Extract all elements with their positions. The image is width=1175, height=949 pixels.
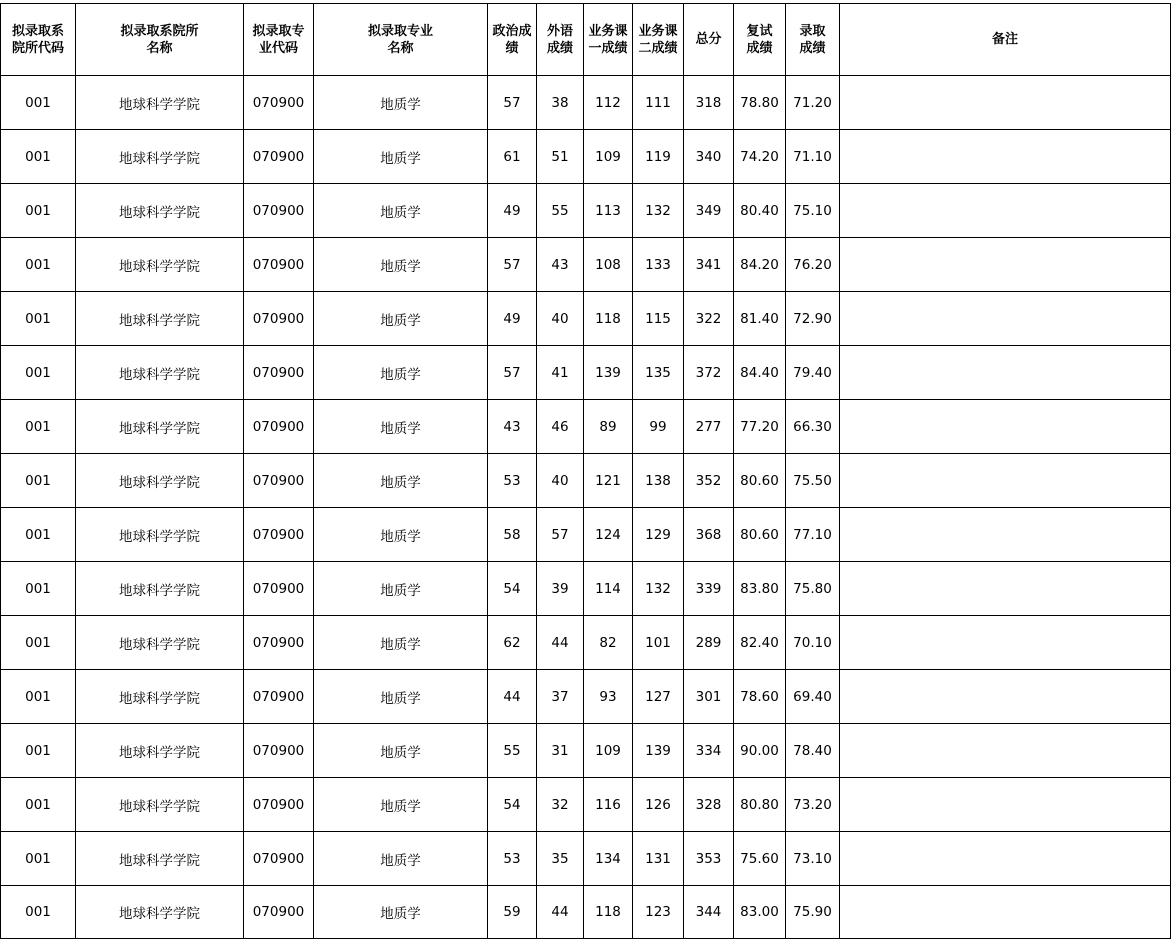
cell-remarks <box>840 832 1171 886</box>
cell-major-name: 地质学 <box>314 76 488 130</box>
cell-foreign-lang: 46 <box>537 400 584 454</box>
cell-major-name: 地质学 <box>314 292 488 346</box>
cell-remarks <box>840 886 1171 939</box>
cell-admission: 75.10 <box>786 184 840 238</box>
cell-admission: 75.80 <box>786 562 840 616</box>
cell-dept-name: 地球科学学院 <box>76 832 244 886</box>
cell-dept-name: 地球科学学院 <box>76 886 244 939</box>
column-header-label: 录取 成绩 <box>799 23 826 56</box>
cell-retest: 75.60 <box>734 832 786 886</box>
cell-dept-code: 001 <box>1 130 76 184</box>
cell-dept-code: 001 <box>1 832 76 886</box>
cell-admission: 75.50 <box>786 454 840 508</box>
cell-remarks <box>840 616 1171 670</box>
cell-remarks <box>840 292 1171 346</box>
cell-politics: 57 <box>488 76 537 130</box>
cell-retest: 77.20 <box>734 400 786 454</box>
cell-retest: 80.60 <box>734 454 786 508</box>
cell-course2: 101 <box>633 616 684 670</box>
table-row <box>1 76 1171 130</box>
cell-course1: 124 <box>584 508 633 562</box>
cell-dept-name: 地球科学学院 <box>76 616 244 670</box>
cell-major-code: 070900 <box>244 724 314 778</box>
table-row <box>1 400 1171 454</box>
table-row <box>1 238 1171 292</box>
cell-dept-code: 001 <box>1 400 76 454</box>
cell-dept-code: 001 <box>1 76 76 130</box>
cell-major-name: 地质学 <box>314 832 488 886</box>
cell-retest: 74.20 <box>734 130 786 184</box>
cell-major-code: 070900 <box>244 832 314 886</box>
cell-major-name: 地质学 <box>314 616 488 670</box>
cell-admission: 73.20 <box>786 778 840 832</box>
cell-remarks <box>840 400 1171 454</box>
cell-dept-name: 地球科学学院 <box>76 454 244 508</box>
cell-retest: 78.60 <box>734 670 786 724</box>
cell-politics: 57 <box>488 238 537 292</box>
column-header-course1 <box>584 4 633 76</box>
column-header-label: 拟录取系院所 名称 <box>120 23 199 56</box>
table-row <box>1 184 1171 238</box>
cell-total: 344 <box>684 886 734 939</box>
cell-remarks <box>840 76 1171 130</box>
cell-admission: 72.90 <box>786 292 840 346</box>
table-row <box>1 346 1171 400</box>
cell-politics: 58 <box>488 508 537 562</box>
cell-dept-name: 地球科学学院 <box>76 670 244 724</box>
cell-admission: 77.10 <box>786 508 840 562</box>
cell-major-code: 070900 <box>244 778 314 832</box>
column-header-foreign-lang <box>537 4 584 76</box>
column-header-politics <box>488 4 537 76</box>
cell-course2: 131 <box>633 832 684 886</box>
column-header-dept-name <box>76 4 244 76</box>
cell-course2: 132 <box>633 562 684 616</box>
cell-course1: 112 <box>584 76 633 130</box>
cell-major-name: 地质学 <box>314 184 488 238</box>
table-row <box>1 454 1171 508</box>
cell-dept-name: 地球科学学院 <box>76 130 244 184</box>
cell-dept-code: 001 <box>1 508 76 562</box>
cell-foreign-lang: 40 <box>537 292 584 346</box>
cell-foreign-lang: 44 <box>537 616 584 670</box>
cell-remarks <box>840 562 1171 616</box>
cell-retest: 84.40 <box>734 346 786 400</box>
column-header-label: 拟录取专业 名称 <box>367 23 433 56</box>
cell-dept-code: 001 <box>1 562 76 616</box>
column-header-course2 <box>633 4 684 76</box>
cell-foreign-lang: 35 <box>537 832 584 886</box>
cell-course1: 116 <box>584 778 633 832</box>
cell-dept-code: 001 <box>1 454 76 508</box>
cell-admission: 75.90 <box>786 886 840 939</box>
cell-course2: 129 <box>633 508 684 562</box>
cell-admission: 73.10 <box>786 832 840 886</box>
cell-retest: 78.80 <box>734 76 786 130</box>
table-row <box>1 292 1171 346</box>
cell-dept-name: 地球科学学院 <box>76 778 244 832</box>
column-header-retest <box>734 4 786 76</box>
cell-total: 339 <box>684 562 734 616</box>
cell-major-code: 070900 <box>244 400 314 454</box>
table-row <box>1 886 1171 939</box>
cell-major-name: 地质学 <box>314 130 488 184</box>
cell-major-code: 070900 <box>244 292 314 346</box>
column-header-major-code <box>244 4 314 76</box>
cell-dept-code: 001 <box>1 292 76 346</box>
cell-major-code: 070900 <box>244 346 314 400</box>
cell-admission: 70.10 <box>786 616 840 670</box>
cell-politics: 55 <box>488 724 537 778</box>
cell-major-name: 地质学 <box>314 346 488 400</box>
cell-major-code: 070900 <box>244 238 314 292</box>
table-row <box>1 616 1171 670</box>
column-header-label: 政治成 绩 <box>492 23 532 56</box>
cell-total: 334 <box>684 724 734 778</box>
cell-total: 368 <box>684 508 734 562</box>
cell-course2: 123 <box>633 886 684 939</box>
cell-course1: 109 <box>584 130 633 184</box>
cell-remarks <box>840 724 1171 778</box>
column-header-dept-code <box>1 4 76 76</box>
cell-major-code: 070900 <box>244 508 314 562</box>
table-body <box>1 76 1171 939</box>
cell-major-name: 地质学 <box>314 886 488 939</box>
cell-course1: 121 <box>584 454 633 508</box>
cell-course2: 139 <box>633 724 684 778</box>
cell-foreign-lang: 51 <box>537 130 584 184</box>
cell-retest: 82.40 <box>734 616 786 670</box>
cell-retest: 81.40 <box>734 292 786 346</box>
cell-course2: 119 <box>633 130 684 184</box>
cell-course1: 108 <box>584 238 633 292</box>
cell-admission: 76.20 <box>786 238 840 292</box>
column-header-label: 总分 <box>695 32 722 47</box>
column-header-label: 拟录取系 院所代码 <box>11 23 64 56</box>
cell-total: 341 <box>684 238 734 292</box>
cell-politics: 62 <box>488 616 537 670</box>
cell-total: 340 <box>684 130 734 184</box>
cell-total: 301 <box>684 670 734 724</box>
cell-remarks <box>840 670 1171 724</box>
cell-dept-name: 地球科学学院 <box>76 508 244 562</box>
cell-course2: 135 <box>633 346 684 400</box>
cell-course2: 138 <box>633 454 684 508</box>
cell-foreign-lang: 41 <box>537 346 584 400</box>
cell-admission: 71.20 <box>786 76 840 130</box>
cell-major-code: 070900 <box>244 562 314 616</box>
cell-course2: 126 <box>633 778 684 832</box>
cell-retest: 83.80 <box>734 562 786 616</box>
cell-major-name: 地质学 <box>314 724 488 778</box>
cell-foreign-lang: 32 <box>537 778 584 832</box>
cell-course1: 93 <box>584 670 633 724</box>
cell-major-code: 070900 <box>244 616 314 670</box>
cell-major-code: 070900 <box>244 670 314 724</box>
cell-admission: 78.40 <box>786 724 840 778</box>
cell-dept-name: 地球科学学院 <box>76 76 244 130</box>
cell-politics: 61 <box>488 130 537 184</box>
cell-politics: 54 <box>488 562 537 616</box>
cell-retest: 80.80 <box>734 778 786 832</box>
cell-politics: 49 <box>488 184 537 238</box>
cell-retest: 90.00 <box>734 724 786 778</box>
cell-dept-code: 001 <box>1 238 76 292</box>
cell-politics: 53 <box>488 832 537 886</box>
cell-total: 289 <box>684 616 734 670</box>
column-header-total <box>684 4 734 76</box>
column-header-major-name <box>314 4 488 76</box>
cell-major-code: 070900 <box>244 184 314 238</box>
cell-foreign-lang: 39 <box>537 562 584 616</box>
table-row <box>1 724 1171 778</box>
cell-foreign-lang: 43 <box>537 238 584 292</box>
cell-dept-name: 地球科学学院 <box>76 238 244 292</box>
cell-total: 328 <box>684 778 734 832</box>
cell-politics: 53 <box>488 454 537 508</box>
table-row <box>1 670 1171 724</box>
table-row <box>1 832 1171 886</box>
cell-remarks <box>840 238 1171 292</box>
cell-dept-name: 地球科学学院 <box>76 400 244 454</box>
cell-course2: 111 <box>633 76 684 130</box>
cell-course1: 113 <box>584 184 633 238</box>
cell-foreign-lang: 40 <box>537 454 584 508</box>
table-row <box>1 508 1171 562</box>
cell-total: 318 <box>684 76 734 130</box>
cell-foreign-lang: 44 <box>537 886 584 939</box>
cell-major-code: 070900 <box>244 130 314 184</box>
column-header-label: 业务课 一成绩 <box>588 23 628 56</box>
cell-politics: 57 <box>488 346 537 400</box>
cell-course1: 118 <box>584 292 633 346</box>
cell-admission: 69.40 <box>786 670 840 724</box>
admission-results-table <box>0 3 1171 939</box>
cell-course2: 133 <box>633 238 684 292</box>
cell-course2: 99 <box>633 400 684 454</box>
cell-remarks <box>840 346 1171 400</box>
cell-remarks <box>840 130 1171 184</box>
cell-remarks <box>840 454 1171 508</box>
column-header-admission <box>786 4 840 76</box>
cell-politics: 54 <box>488 778 537 832</box>
cell-dept-name: 地球科学学院 <box>76 184 244 238</box>
cell-course1: 134 <box>584 832 633 886</box>
cell-retest: 80.60 <box>734 508 786 562</box>
column-header-label: 业务课 二成绩 <box>638 23 678 56</box>
cell-retest: 83.00 <box>734 886 786 939</box>
cell-remarks <box>840 778 1171 832</box>
cell-retest: 84.20 <box>734 238 786 292</box>
cell-dept-name: 地球科学学院 <box>76 346 244 400</box>
cell-dept-name: 地球科学学院 <box>76 562 244 616</box>
cell-course2: 132 <box>633 184 684 238</box>
cell-course1: 139 <box>584 346 633 400</box>
cell-admission: 79.40 <box>786 346 840 400</box>
cell-retest: 80.40 <box>734 184 786 238</box>
cell-major-code: 070900 <box>244 454 314 508</box>
cell-politics: 44 <box>488 670 537 724</box>
cell-foreign-lang: 38 <box>537 76 584 130</box>
cell-total: 322 <box>684 292 734 346</box>
cell-major-name: 地质学 <box>314 400 488 454</box>
cell-politics: 49 <box>488 292 537 346</box>
cell-dept-code: 001 <box>1 778 76 832</box>
cell-course1: 114 <box>584 562 633 616</box>
cell-remarks <box>840 184 1171 238</box>
cell-dept-code: 001 <box>1 184 76 238</box>
table-header <box>1 4 1171 76</box>
column-header-label: 拟录取专 业代码 <box>252 23 305 56</box>
cell-dept-code: 001 <box>1 670 76 724</box>
cell-foreign-lang: 57 <box>537 508 584 562</box>
cell-total: 353 <box>684 832 734 886</box>
cell-remarks <box>840 508 1171 562</box>
cell-foreign-lang: 31 <box>537 724 584 778</box>
cell-total: 372 <box>684 346 734 400</box>
cell-course1: 89 <box>584 400 633 454</box>
cell-total: 352 <box>684 454 734 508</box>
cell-course2: 127 <box>633 670 684 724</box>
table-row <box>1 778 1171 832</box>
table-row <box>1 562 1171 616</box>
column-header-label: 复试 成绩 <box>746 23 773 56</box>
table-row <box>1 130 1171 184</box>
cell-politics: 59 <box>488 886 537 939</box>
column-header-remarks <box>840 4 1171 76</box>
cell-admission: 66.30 <box>786 400 840 454</box>
cell-major-name: 地质学 <box>314 562 488 616</box>
cell-dept-code: 001 <box>1 346 76 400</box>
cell-course1: 82 <box>584 616 633 670</box>
cell-politics: 43 <box>488 400 537 454</box>
cell-course2: 115 <box>633 292 684 346</box>
cell-dept-code: 001 <box>1 724 76 778</box>
cell-dept-name: 地球科学学院 <box>76 724 244 778</box>
cell-major-name: 地质学 <box>314 508 488 562</box>
cell-major-name: 地质学 <box>314 238 488 292</box>
cell-major-name: 地质学 <box>314 670 488 724</box>
cell-foreign-lang: 37 <box>537 670 584 724</box>
cell-dept-code: 001 <box>1 616 76 670</box>
cell-major-code: 070900 <box>244 76 314 130</box>
cell-major-name: 地质学 <box>314 454 488 508</box>
cell-major-code: 070900 <box>244 886 314 939</box>
cell-foreign-lang: 55 <box>537 184 584 238</box>
column-header-label: 备注 <box>991 32 1018 47</box>
cell-total: 277 <box>684 400 734 454</box>
cell-course1: 109 <box>584 724 633 778</box>
cell-course1: 118 <box>584 886 633 939</box>
header-row <box>1 4 1171 76</box>
column-header-label: 外语 成绩 <box>546 23 573 56</box>
cell-admission: 71.10 <box>786 130 840 184</box>
cell-total: 349 <box>684 184 734 238</box>
cell-dept-name: 地球科学学院 <box>76 292 244 346</box>
cell-major-name: 地质学 <box>314 778 488 832</box>
cell-dept-code: 001 <box>1 886 76 939</box>
